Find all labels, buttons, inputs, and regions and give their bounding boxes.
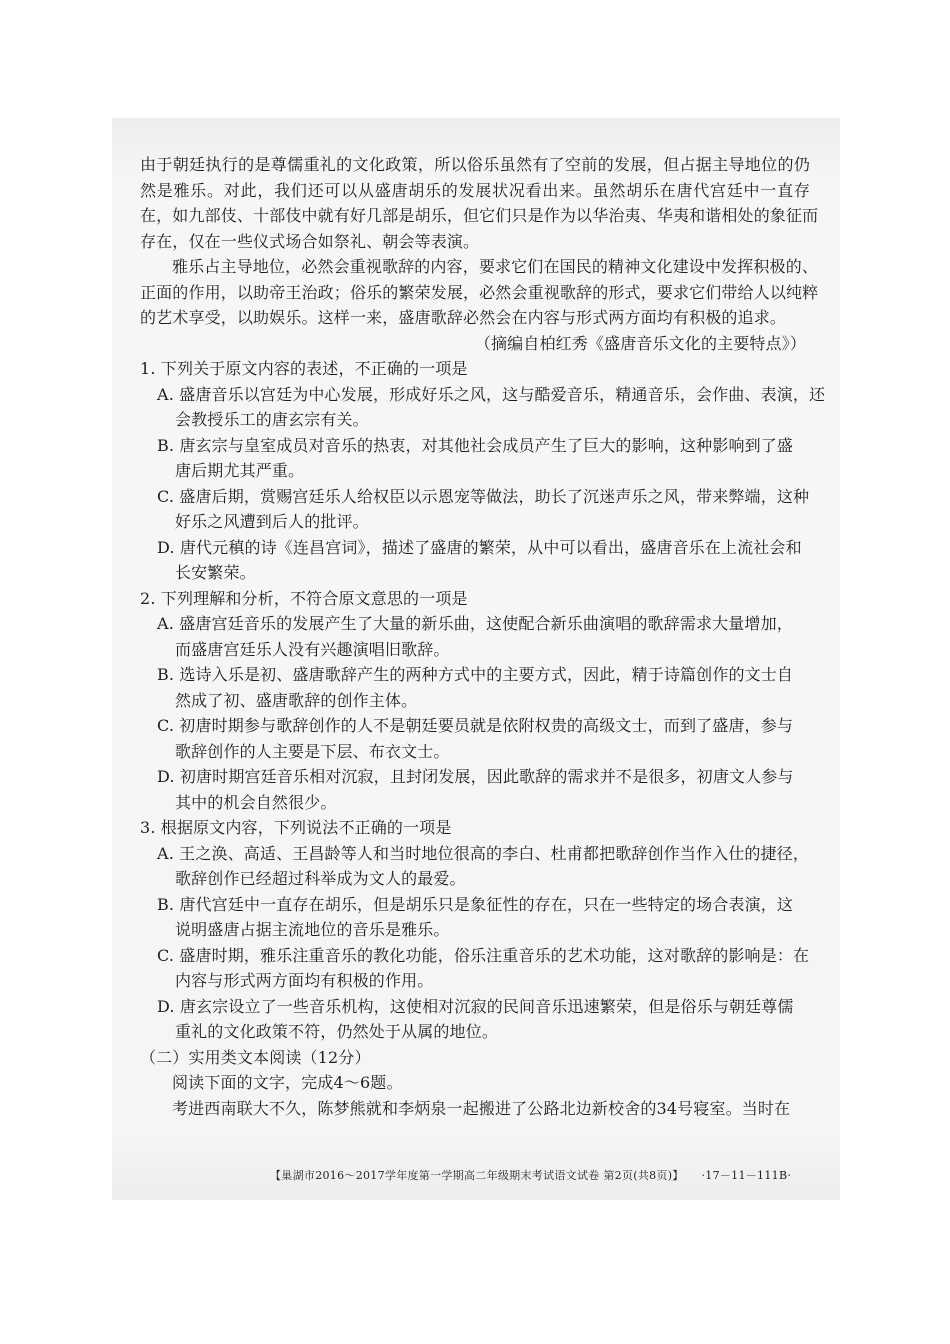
- option-c: [140, 713, 810, 764]
- option-d: [140, 535, 810, 586]
- option-c: [140, 484, 810, 535]
- passage-line: 的艺术享受，以助娱乐。这样一来，盛唐歌辞必然会在内容与形式两方面均有积极的追求。: [140, 308, 787, 327]
- option-line: A. 盛唐音乐以宫廷为中心发展，形成好乐之风，这与酷爱音乐，精通音乐，会作曲、表演，还: [157, 384, 826, 404]
- passage-continuation: [140, 152, 819, 254]
- option-line: D. 初唐时期宫廷音乐相对沉寂，且封闭发展，因此歌辞的需求并不是很多，初唐文人参与: [157, 767, 794, 786]
- option-line: 会教授乐工的唐玄宗有关。: [175, 410, 369, 429]
- exam-info: 【巢湖市2016～2017学年度第一学期高二年级期末考试语文试卷 第2页(共8页)】: [270, 1169, 684, 1182]
- instruction: 阅读下面的文字，完成4～6题。: [172, 1073, 403, 1092]
- passage-line: 然是雅乐。对此，我们还可以从盛唐胡乐的发展状况看出来。虽然胡乐在唐代宫廷中一直存: [140, 180, 810, 200]
- passage-paragraph: [140, 254, 819, 331]
- option-line: 长安繁荣。: [175, 563, 256, 582]
- option-line: B. 唐玄宗与皇室成员对音乐的热衷，对其他社会成员产生了巨大的影响，这种影响到了盛: [157, 435, 794, 455]
- question-title: 1. 下列关于原文内容的表述，不正确的一项是: [140, 359, 468, 378]
- passage-line: 存在，仅在一些仪式场合如祭礼、朝会等表演。: [140, 231, 480, 251]
- option-line: A. 盛唐宫廷音乐的发展产生了大量的新乐曲，这使配合新乐曲演唱的歌辞需求大量增加，: [157, 614, 793, 633]
- option-line: 好乐之风遭到后人的批评。: [175, 512, 369, 531]
- passage-line: 正面的作用，以助帝王治政；俗乐的繁荣发展，必然会重视歌辞的形式，要求它们带给人以纯粹: [140, 282, 819, 302]
- option-line: C. 盛唐后期，赏赐宫廷乐人给权臣以示恩宠等做法，助长了沉迷声乐之风，带来弊端，这种: [157, 486, 810, 506]
- option-line: 内容与形式两方面均有积极的作用。: [175, 971, 434, 990]
- option-a: [140, 611, 810, 662]
- option-line: 其中的机会自然很少。: [175, 792, 337, 812]
- exam-code: ·17－11－111B·: [701, 1169, 792, 1182]
- option-line: C. 初唐时期参与歌辞创作的人不是朝廷要员就是依附权贵的高级文士，而到了盛唐，参与: [157, 716, 793, 735]
- option-line: 而盛唐宫廷乐人没有兴趣演唱旧歌辞。: [175, 639, 450, 659]
- question-title: 2. 下列理解和分析，不符合原文意思的一项是: [140, 588, 468, 608]
- option-line: A. 王之涣、高适、王昌龄等人和当时地位很高的李白、杜甫都把歌辞创作当作入仕的捷径，: [157, 843, 810, 863]
- option-line: C. 盛唐时期，雅乐注重音乐的教化功能，俗乐注重音乐的艺术功能，这对歌辞的影响是：在: [157, 945, 810, 965]
- option-line: D. 唐代元稹的诗《连昌宫词》，描述了盛唐的繁荣，从中可以看出，盛唐音乐在上流社会和: [157, 537, 802, 557]
- page-footer: [270, 1167, 805, 1183]
- option-a: [140, 382, 826, 433]
- question-1: [140, 356, 826, 586]
- passage-line: 由于朝廷执行的是尊儒重礼的文化政策，所以俗乐虽然有了空前的发展，但占据主导地位的仍: [140, 155, 810, 174]
- option-line: 然成了初、盛唐歌辞的创作主体。: [175, 690, 418, 710]
- option-line: B. 唐代宫廷中一直存在胡乐，但是胡乐只是象征性的存在，只在一些特定的场合表演，这: [157, 894, 794, 914]
- option-b: [140, 892, 810, 943]
- option-line: 歌辞创作已经超过科举成为文人的最爱。: [175, 869, 466, 888]
- question-2: [140, 586, 810, 816]
- question-3: [140, 815, 810, 1045]
- option-d: [140, 764, 810, 815]
- option-a: [140, 841, 810, 892]
- option-d: [140, 994, 810, 1045]
- option-line: 说明盛唐占据主流地位的音乐是雅乐。: [175, 920, 450, 939]
- option-line: 唐后期尤其严重。: [175, 461, 305, 480]
- section-heading: （二）实用类文本阅读（12分）: [140, 1047, 371, 1067]
- option-line: 歌辞创作的人主要是下层、布衣文士。: [175, 741, 450, 761]
- option-line: B. 选诗入乐是初、盛唐歌辞产生的两种方式中的主要方式，因此，精于诗篇创作的文士自: [157, 665, 794, 684]
- next-passage-line: 考进西南联大不久，陈梦熊就和李炳泉一起搬进了公路北边新校舍的34号寝室。当时在: [172, 1098, 791, 1118]
- page-content: [140, 152, 826, 1121]
- option-line: D. 唐玄宗设立了一些音乐机构，这使相对沉寂的民间音乐迅速繁荣，但是俗乐与朝廷尊儒: [157, 996, 794, 1016]
- question-title: 3. 根据原文内容，下列说法不正确的一项是: [140, 818, 452, 837]
- option-b: [140, 433, 810, 484]
- passage-line: 在，如九部伎、十部伎中就有好几部是胡乐，但它们只是作为以华治夷、华夷和谐相处的象征而: [140, 206, 819, 225]
- option-b: [140, 662, 810, 713]
- option-c: [140, 943, 810, 994]
- source-citation: （摘编自柏红秀《盛唐音乐文化的主要特点》）: [474, 333, 806, 353]
- passage-line: 雅乐占主导地位，必然会重视歌辞的内容，要求它们在国民的精神文化建设中发挥积极的、: [172, 257, 819, 276]
- option-line: 重礼的文化政策不符，仍然处于从属的地位。: [175, 1022, 499, 1041]
